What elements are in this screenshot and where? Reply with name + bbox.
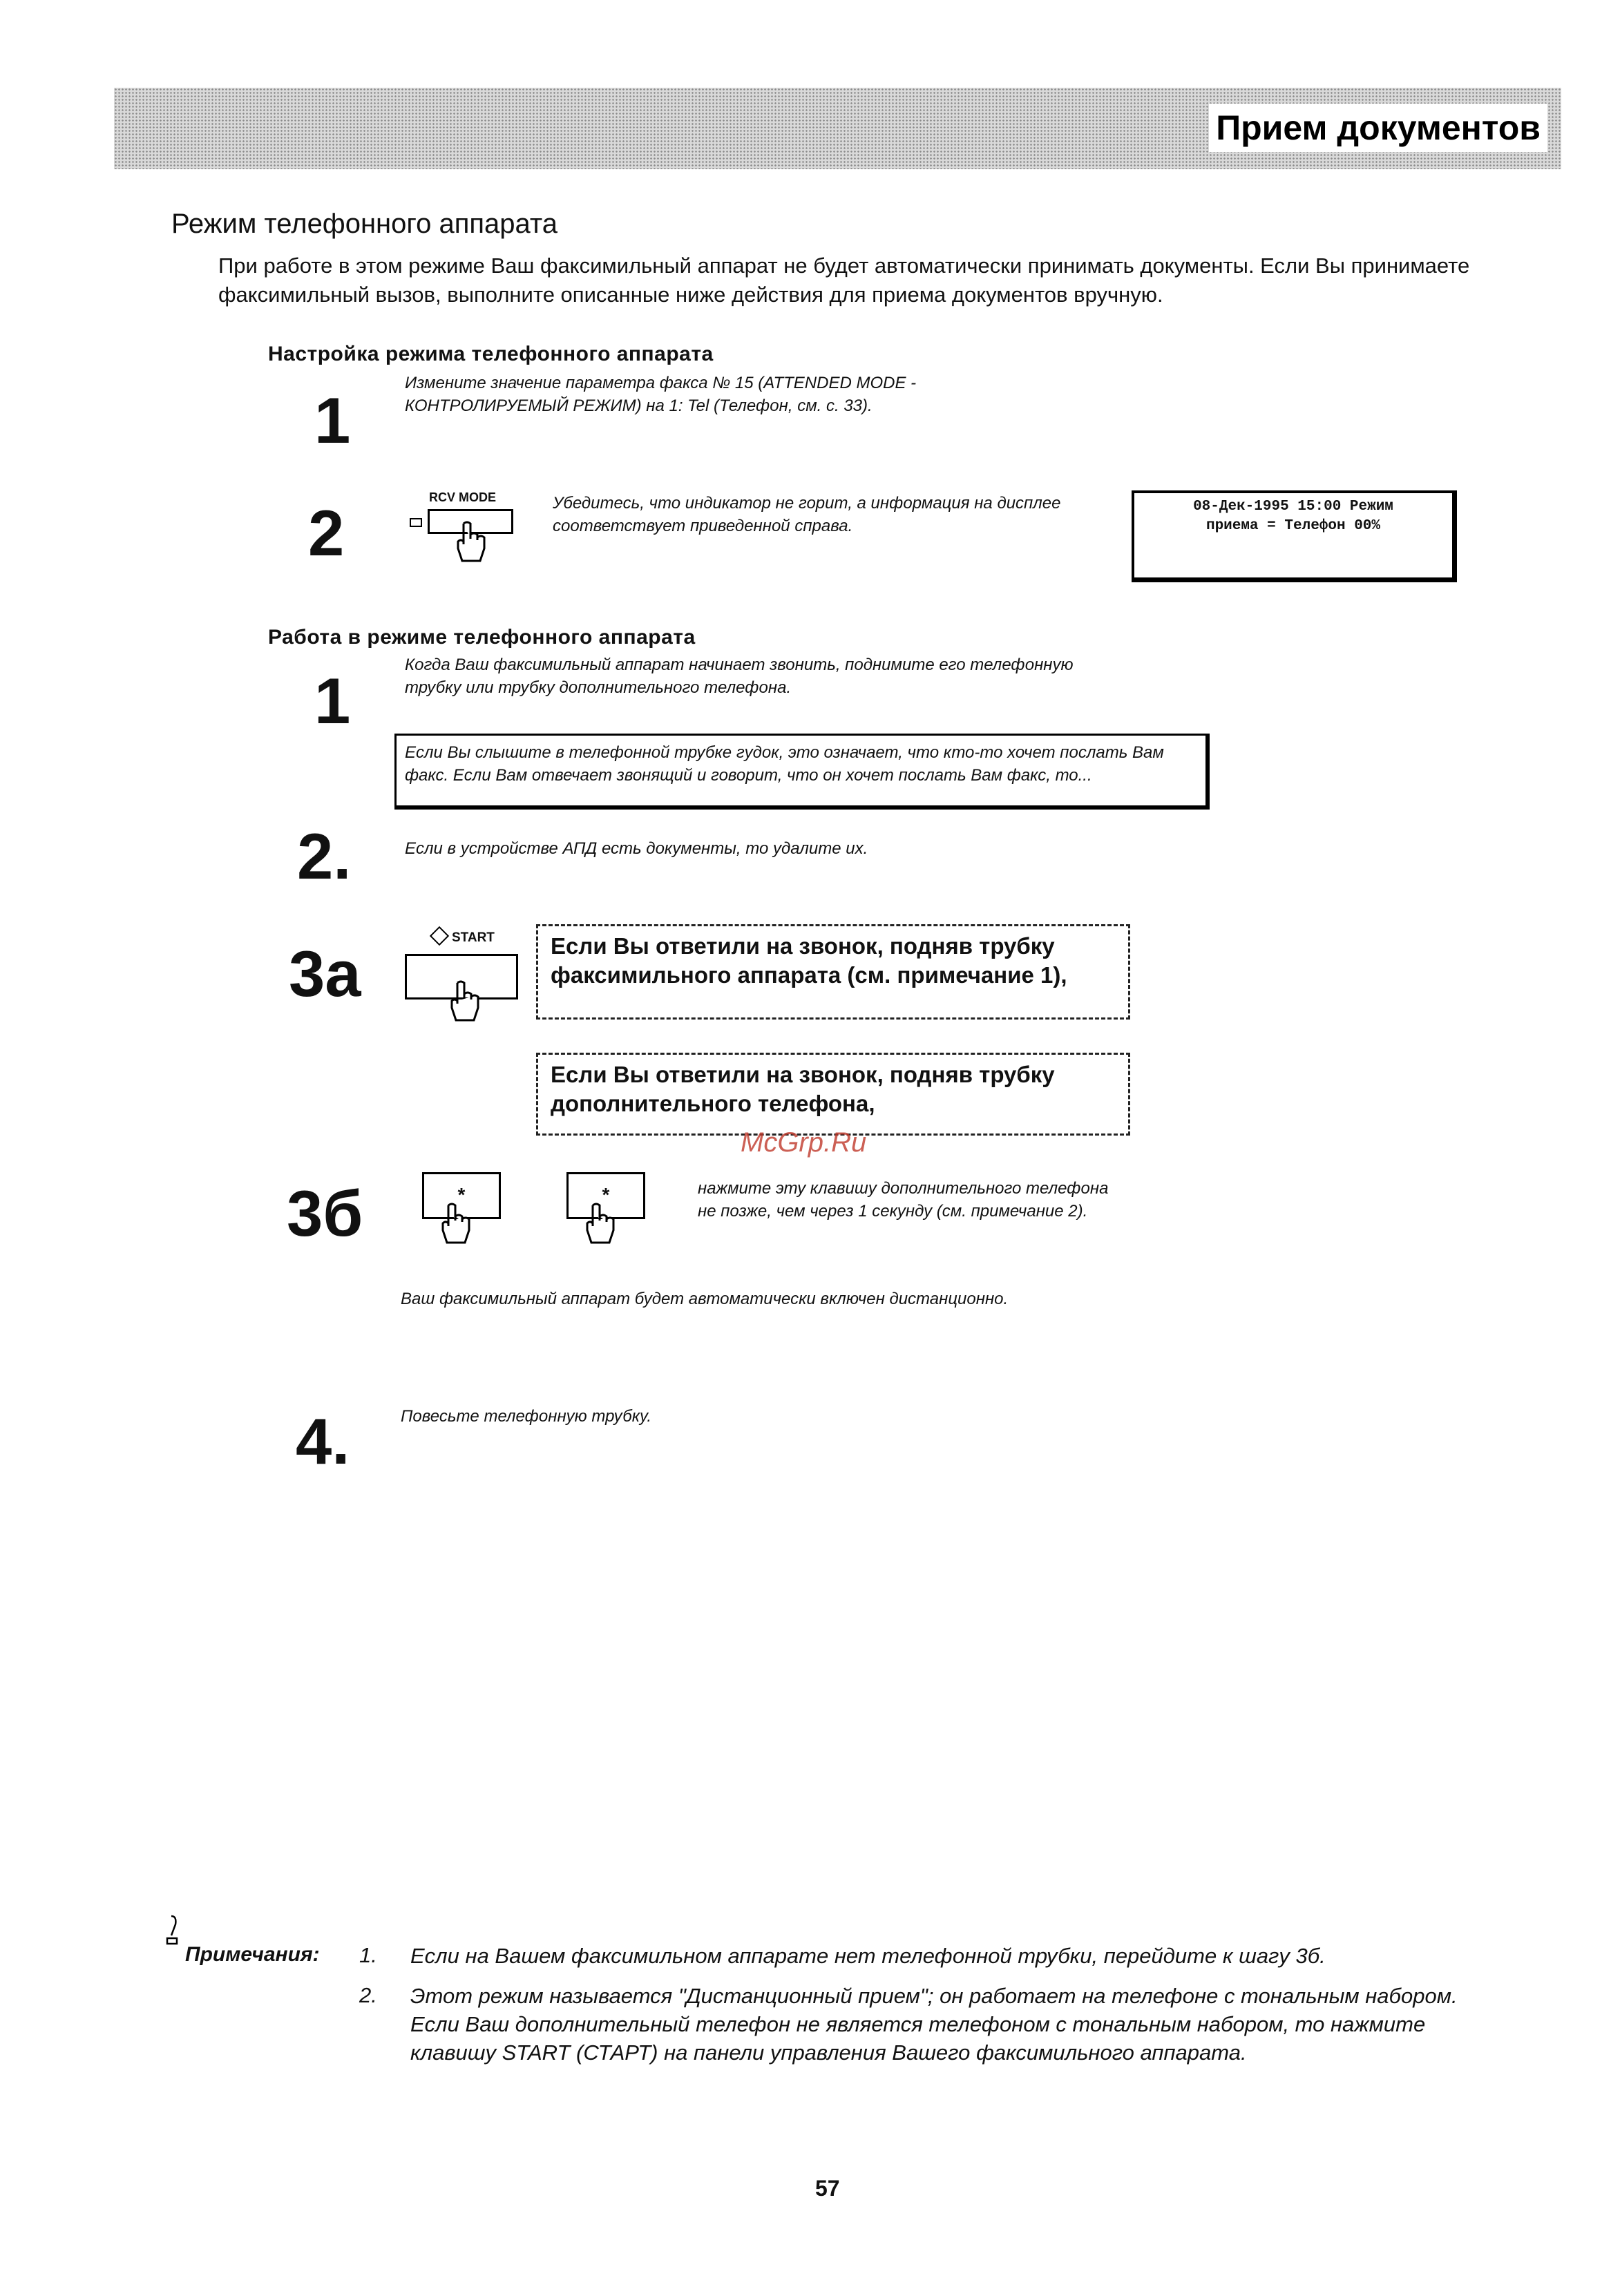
pressing-finger-icon <box>452 521 494 566</box>
setup-step2-text: Убедитесь, что индикатор не горит, а информация на дисплее соответствует приведенной справа. <box>553 494 1061 535</box>
pressing-finger-icon <box>582 1203 623 1248</box>
setup-step1-number: 1 <box>314 384 351 457</box>
setup-step1-text: Измените значение параметра факса № 15 (ATTENDED MODE - КОНТРОЛИРУЕМЫЙ РЕЖИМ) на 1: Tel (Телефон, см. с. 33). <box>405 374 917 415</box>
lcd-display <box>1132 490 1457 582</box>
operation-subtitle: Работа в режиме телефонного аппарата <box>268 626 696 649</box>
operation-step2-number: 2. <box>297 820 352 892</box>
operation-step1-text: Когда Ваш факсимильный аппарат начинает звонить, поднимите его телефонную трубку или трубку дополнительного телефона. <box>405 656 1074 697</box>
operation-step3b-number: 3б <box>287 1177 363 1250</box>
warning-text: Если Вы слышите в телефонной трубке гудок, это означает, что кто-то хочет послать Вам факс. Если Вам отвечает звонящий и говорит, что он хочет послать Вам факс, то... <box>405 743 1164 785</box>
operation-step4-text: Повесьте телефонную трубку. <box>401 1407 652 1426</box>
answer-fax-box <box>536 924 1130 1020</box>
star-key-cap: * <box>566 1172 645 1219</box>
operation-step4-number: 4. <box>296 1405 350 1477</box>
operation-step1-number: 1 <box>314 664 351 737</box>
answer-extension-box <box>536 1053 1130 1136</box>
page-title: Прием документов <box>1209 104 1547 152</box>
lcd-line1: 08-Дек-1995 15:00 Режим <box>1193 499 1393 515</box>
answer-fax-text: Если Вы ответили на звонок, подняв трубку факсимильного аппарата (см. примечание 1), <box>551 933 1067 988</box>
start-diamond-icon <box>430 926 449 946</box>
note-2-number: 2. <box>359 1983 377 2007</box>
answer-extension-text: Если Вы ответили на звонок, подняв трубку дополнительного телефона, <box>551 1062 1055 1116</box>
note-1-text: Если на Вашем факсимильном аппарате нет телефонной трубки, перейдите к шагу 3б. <box>410 1944 1326 1968</box>
setup-step2-number: 2 <box>308 497 345 569</box>
indicator-lamp-icon <box>410 518 422 527</box>
operation-step3a-number: 3a <box>289 937 361 1010</box>
note-1-number: 1. <box>359 1943 377 1967</box>
auto-switch-note: Ваш факсимильный аппарат будет автоматически включен дистанционно. <box>401 1290 1009 1308</box>
note-pencil-icon <box>163 1915 184 1945</box>
star-key-cap: * <box>422 1172 501 1219</box>
start-key-label <box>432 929 495 946</box>
lcd-line2: приема = Телефон 00% <box>1205 518 1381 534</box>
section-title: Режим телефонного аппарата <box>171 209 558 239</box>
page-number: 57 <box>815 2176 840 2201</box>
setup-subtitle: Настройка режима телефонного аппарата <box>268 343 714 365</box>
start-key[interactable] <box>405 929 522 1019</box>
rcv-mode-label: RCV MODE <box>429 490 497 504</box>
warning-box <box>394 734 1210 810</box>
pressing-finger-icon <box>446 980 488 1026</box>
star-key-2[interactable] <box>566 1172 649 1262</box>
watermark: McGrp.Ru <box>741 1127 867 1158</box>
rcv-mode-key[interactable] <box>410 490 520 566</box>
start-label-text: START <box>452 930 495 945</box>
note-2-text: Этот режим называется "Дистанционный прием"; он работает на телефоне с тональным набором. Если Ваш дополнительный телефон не является телефоном с тональным набором, то нажмите клавишу START (СТАРТ) на панели управления Вашего факсимильного аппарата. <box>410 1984 1458 2065</box>
pressing-finger-icon <box>437 1203 479 1248</box>
star-key-1[interactable] <box>422 1172 505 1262</box>
intro-paragraph: При работе в этом режиме Ваш факсимильный аппарат не будет автоматически принимать документы. Если Вы принимаете факсимильный вызов, выполните описанные ниже действия для приема документов вручную. <box>218 253 1470 307</box>
operation-step2-text: Если в устройстве АПД есть документы, то удалите их. <box>405 839 868 858</box>
notes-label: Примечания: <box>185 1943 320 1966</box>
operation-step3b-text: нажмите эту клавишу дополнительного телефона не позже, чем через 1 секунду (см. примечание 2). <box>698 1179 1109 1221</box>
